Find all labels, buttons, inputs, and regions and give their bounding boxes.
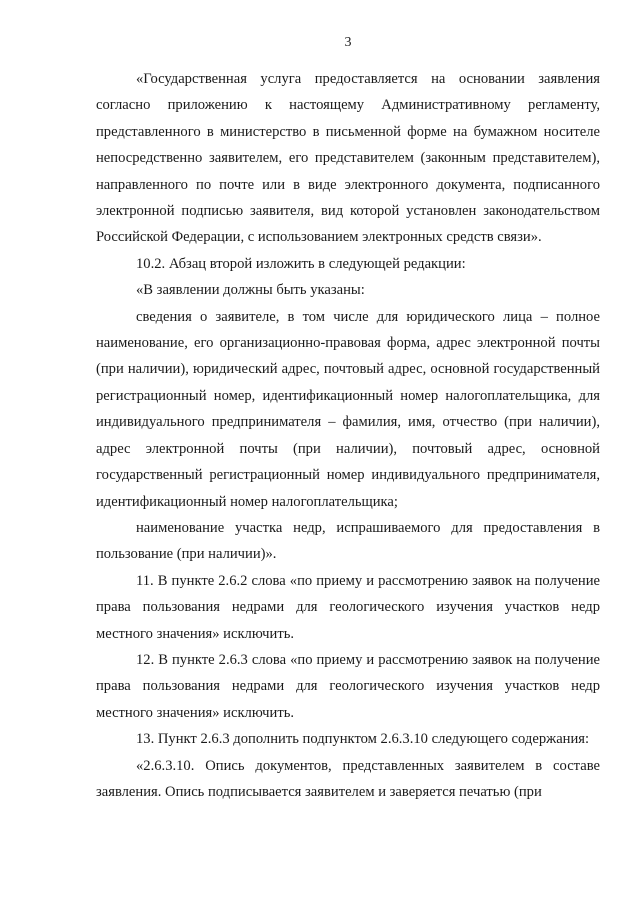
paragraph-10-2: 10.2. Абзац второй изложить в следующей редакции: — [136, 255, 466, 272]
paragraph-application-contents-intro: «В заявлении должны быть указаны: — [136, 282, 365, 299]
page-number: 3 — [344, 35, 352, 50]
paragraph-13: 13. Пункт 2.6.3 дополнить подпунктом 2.6.3.10 следующего содержания: — [136, 731, 590, 748]
paragraph-applicant-info: сведения о заявителе, в том числе для юридического лица – полное наименование, его организационно-правовая форма, адрес электронной почты (при наличии), юридический адрес, почтовый адрес, основной государственный регистрационный номер, идентификационный номер налогоплательщика, для индивидуального предпринимателя – фамилия, имя, отчество (при наличии), адрес электронной почты (при наличии), почтовый адрес, основной государственный регистрационный номер индивидуального предпринимателя, идентификационный номер налогоплательщика; — [96, 308, 600, 510]
paragraph-subsoil-plot-name: наименование участка недр, испрашиваемого для предоставления в пользование (при наличии)». — [96, 519, 600, 563]
paragraph-2-6-3-10: «2.6.3.10. Опись документов, представленных заявителем в составе заявления. Опись подписывается заявителем и заверяется печатью (при — [96, 757, 600, 800]
paragraph-11: 11. В пункте 2.6.2 слова «по приему и рассмотрению заявок на получение права пользования недрами для геологического изучения участков недр местного значения» исключить. — [96, 572, 600, 642]
paragraph-service-basis: «Государственная услуга предоставляется на основании заявления согласно приложению к настоящему Административному регламенту, представленного в министерство в письменной форме на бумажном носителе непосредственно заявителем, его представителем (законным представителем), направленного по почте или в виде электронного документа, подписанного электронной подписью заявителя, вид которой установлен законодательством Российской Федерации, с использованием электронных средств связи». — [96, 71, 600, 246]
paragraph-12: 12. В пункте 2.6.3 слова «по приему и рассмотрению заявок на получение права пользования недрами для геологического изучения участков недр местного значения» исключить. — [96, 651, 600, 721]
